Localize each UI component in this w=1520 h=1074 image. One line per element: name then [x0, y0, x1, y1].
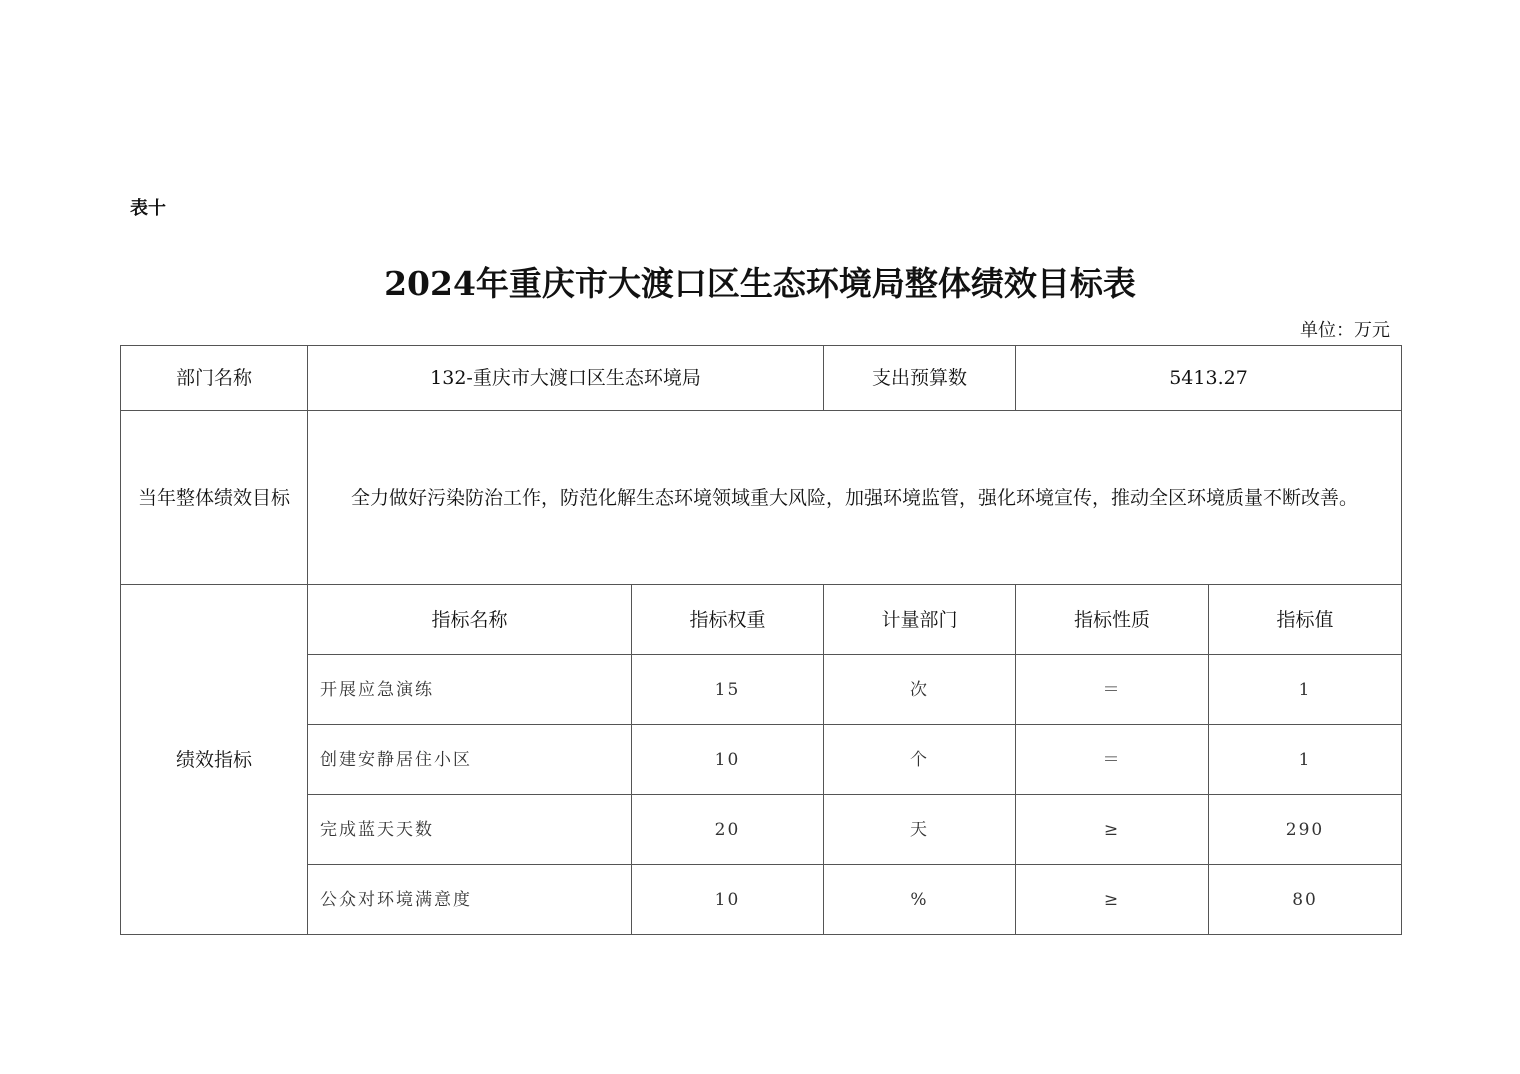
indicator-name: 创建安静居住小区 — [308, 725, 632, 795]
indicator-value: 1 — [1209, 655, 1402, 725]
indicator-weight: 10 — [632, 725, 824, 795]
indicator-unit: 天 — [824, 795, 1016, 865]
header-indicator-weight: 指标权重 — [632, 585, 824, 655]
header-indicator-nature: 指标性质 — [1016, 585, 1209, 655]
indicator-value: 80 — [1209, 865, 1402, 935]
indicator-name: 开展应急演练 — [308, 655, 632, 725]
indicator-nature: ≥ — [1016, 865, 1209, 935]
table-row — [121, 725, 1402, 795]
header-indicator-name: 指标名称 — [308, 585, 632, 655]
indicator-unit: 次 — [824, 655, 1016, 725]
budget-label: 支出预算数 — [824, 346, 1016, 411]
indicator-weight: 15 — [632, 655, 824, 725]
annual-goal-text: 全力做好污染防治工作，防范化解生态环境领域重大风险，加强环境监管，强化环境宣传，推动全区环境质量不断改善。 — [308, 411, 1402, 585]
table-row — [121, 655, 1402, 725]
indicator-nature: ＝ — [1016, 655, 1209, 725]
indicator-unit: % — [824, 865, 1016, 935]
document-title: 2024年重庆市大渡口区生态环境局整体绩效目标表 — [384, 264, 1136, 303]
indicator-nature: ≥ — [1016, 795, 1209, 865]
indicator-value: 290 — [1209, 795, 1402, 865]
annual-goal-label: 当年整体绩效目标 — [121, 411, 308, 585]
indicator-header-row — [121, 585, 1402, 655]
header-indicator-value: 指标值 — [1209, 585, 1402, 655]
department-name-label: 部门名称 — [121, 346, 308, 411]
performance-target-table — [120, 345, 1402, 935]
unit-note: 单位：万元 — [1300, 320, 1390, 341]
department-name-value: 132-重庆市大渡口区生态环境局 — [308, 346, 824, 411]
annual-goal-row — [121, 411, 1402, 585]
table-number-label: 表十 — [130, 198, 166, 219]
indicator-value: 1 — [1209, 725, 1402, 795]
indicator-nature: ＝ — [1016, 725, 1209, 795]
budget-value: 5413.27 — [1016, 346, 1402, 411]
indicator-name: 完成蓝天天数 — [308, 795, 632, 865]
indicator-weight: 20 — [632, 795, 824, 865]
indicators-label: 绩效指标 — [121, 585, 308, 935]
header-measure-unit: 计量部门 — [824, 585, 1016, 655]
table-row — [121, 865, 1402, 935]
table-row — [121, 795, 1402, 865]
indicator-name: 公众对环境满意度 — [308, 865, 632, 935]
indicator-weight: 10 — [632, 865, 824, 935]
indicator-unit: 个 — [824, 725, 1016, 795]
department-row — [121, 346, 1402, 411]
